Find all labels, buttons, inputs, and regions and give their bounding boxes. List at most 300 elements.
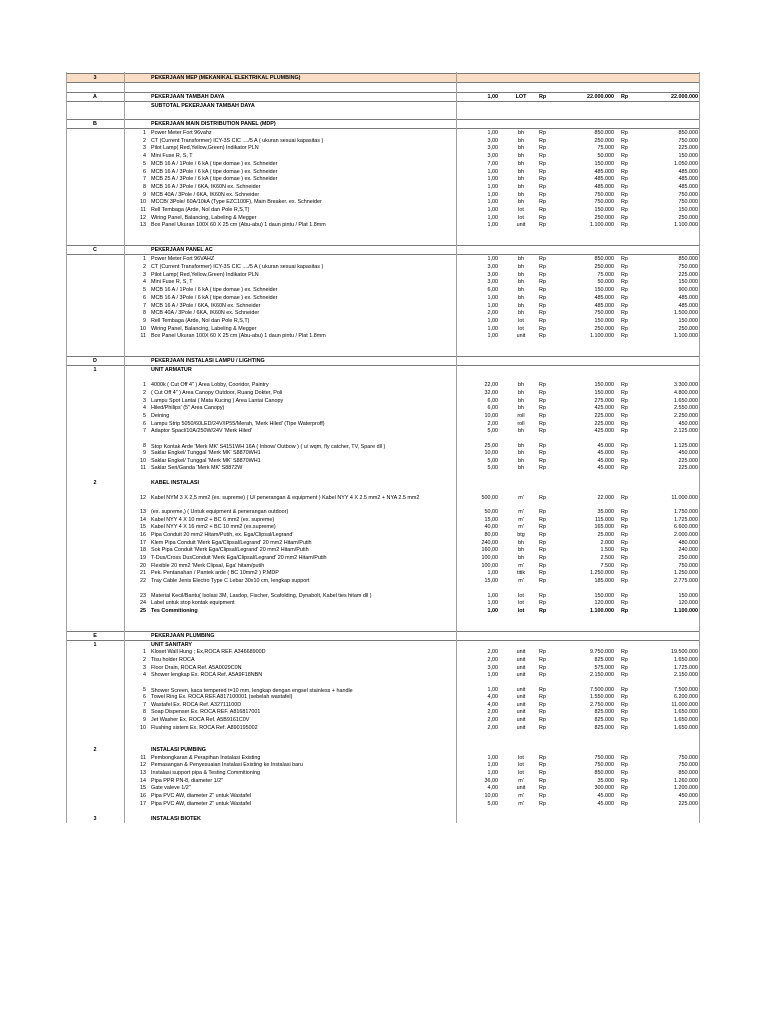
- item-total-price: 1.100.000: [674, 222, 698, 229]
- item-unit-price: 120.000: [594, 599, 614, 606]
- section-total: 22.000.000: [671, 94, 698, 101]
- item-description: Shower Screen, kaca tempered t=10 mm, lengkap dengan engsel stainless + handle: [151, 687, 353, 694]
- item-total-price: 7.500.000: [674, 687, 698, 693]
- table-row: [66, 413, 700, 421]
- item-total-price: 750.000: [678, 562, 698, 569]
- currency-label: Rp: [539, 153, 546, 160]
- currency-label: Rp: [539, 145, 546, 152]
- currency-label: Rp: [621, 592, 628, 599]
- currency-label: Rp: [621, 578, 628, 585]
- item-unit-price: 45.000: [597, 450, 614, 456]
- currency-label: Rp: [621, 532, 628, 538]
- item-description: MCB 16 A / 3Pole / 6KA, IK60N ex. Schneider: [151, 302, 261, 309]
- item-unit-price: 750.000: [594, 754, 614, 761]
- item-total-price: 1.725.000: [674, 516, 698, 523]
- currency-label: Rp: [621, 153, 628, 160]
- section-rp2: Rp: [621, 94, 629, 101]
- blank-row: [66, 111, 700, 118]
- item-description: Rell Tembaga (Arde, Nol dan Pole R,S,T): [151, 206, 250, 213]
- item-unit-price: 45.000: [597, 443, 614, 449]
- table-row: [66, 665, 700, 673]
- item-total-price: 2.250.000: [674, 412, 698, 419]
- section-price: 22.000.000: [587, 94, 614, 101]
- item-unit-price: 850.000: [594, 130, 614, 137]
- table-row: [66, 398, 700, 406]
- item-unit-price: 35.000: [597, 508, 614, 515]
- item-quantity: 1,00: [487, 222, 498, 229]
- item-number: 19: [140, 555, 146, 562]
- item-unit-price: 750.000: [594, 199, 614, 206]
- item-unit-price: 250.000: [594, 137, 614, 144]
- currency-label: Rp: [621, 130, 628, 137]
- item-number: 6: [143, 294, 146, 301]
- item-unit-price: 150.000: [594, 389, 614, 396]
- item-description: Hiled/Philips' (5" Area Canopy): [151, 405, 225, 412]
- currency-label: Rp: [621, 457, 628, 464]
- item-total-price: 1.750.000: [674, 508, 698, 515]
- currency-label: Rp: [539, 382, 546, 389]
- item-quantity: 3,00: [487, 664, 498, 671]
- item-total-price: 485.000: [678, 176, 698, 183]
- item-unit: bh: [518, 382, 524, 389]
- currency-label: Rp: [539, 777, 546, 784]
- item-description: Jet Washer Ex. ROCA Ref. A5B9161C0V: [151, 717, 250, 724]
- item-quantity: 5,00: [487, 428, 498, 435]
- item-unit-price: 825.000: [594, 709, 614, 716]
- subsection-row: [66, 747, 700, 755]
- item-quantity: 1,00: [487, 176, 498, 183]
- table-row: [66, 586, 700, 600]
- item-total-price: 2.125.000: [674, 428, 698, 435]
- item-description: Wiring Panel, Balancing, Labeling & Megger: [151, 325, 257, 332]
- item-unit-price: 425.000: [594, 405, 614, 412]
- item-total-price: 250.000: [678, 325, 698, 332]
- item-description: MCB 40A / 3Pole / 6KA, IK60N ex. Schneider: [151, 191, 260, 198]
- section-title: PEKERJAAN MEP (MEKANIKAL ELEKTRIKAL PLUMBING): [151, 75, 301, 81]
- item-total-price: 1.050.000: [674, 160, 698, 167]
- item-description: Wiring Panel, Balancing, Labeling & Megger: [151, 214, 257, 221]
- item-unit: unit: [516, 694, 526, 700]
- item-number: 4: [143, 405, 146, 412]
- blank-row: [66, 732, 700, 739]
- item-description: Deining: [151, 412, 170, 419]
- currency-label: Rp: [539, 412, 546, 419]
- item-quantity: 4,00: [487, 701, 498, 708]
- item-unit: roll: [517, 420, 525, 427]
- item-unit: bh: [518, 287, 524, 294]
- item-unit: bh: [518, 539, 524, 546]
- item-total-price: 4.800.000: [674, 389, 698, 396]
- currency-label: Rp: [621, 649, 628, 656]
- item-quantity: 3,00: [487, 264, 498, 271]
- section-title: UNIT ARMATUR: [151, 367, 192, 374]
- item-quantity: 500,00: [481, 494, 498, 501]
- item-unit-price: 45.000: [597, 792, 614, 799]
- item-unit: lot: [518, 317, 524, 324]
- item-unit-price: 7.500.000: [590, 687, 614, 693]
- item-quantity: 1,00: [487, 130, 498, 137]
- item-description: Mini Fuse R, S, T: [151, 153, 193, 160]
- item-quantity: 10,00: [484, 450, 498, 456]
- item-total-price: 1.125.000: [674, 443, 698, 449]
- item-total-price: 150.000: [678, 279, 698, 286]
- currency-label: Rp: [621, 199, 628, 206]
- item-quantity: 36,00: [484, 777, 498, 784]
- item-description: Kloset Wall Hung ; Ex,ROCA REF. A34668900D: [151, 649, 266, 656]
- currency-label: Rp: [539, 701, 546, 708]
- item-unit-price: 2.150.000: [590, 672, 614, 679]
- item-number: 3: [143, 397, 146, 404]
- item-unit: m': [518, 508, 524, 515]
- item-unit: bh: [518, 405, 524, 412]
- item-unit: bh: [518, 271, 524, 278]
- item-quantity: 6,00: [487, 287, 498, 294]
- item-quantity: 5,00: [487, 800, 498, 807]
- currency-label: Rp: [539, 264, 546, 271]
- item-unit-price: 75.000: [597, 271, 614, 278]
- section-title: PEKERJAAN INSTALASI LAMPU / LIGHTING: [151, 358, 265, 365]
- item-unit-price: 750.000: [594, 191, 614, 198]
- item-number: 11: [140, 465, 146, 472]
- item-total-price: 750.000: [678, 762, 698, 769]
- item-number: 7: [143, 176, 146, 183]
- currency-label: Rp: [539, 130, 546, 137]
- item-unit-price: 45.000: [597, 800, 614, 807]
- item-quantity: 1,00: [487, 672, 498, 679]
- item-quantity: 2,00: [487, 709, 498, 716]
- currency-label: Rp: [539, 137, 546, 144]
- item-quantity: 1,00: [487, 754, 498, 761]
- item-unit: m': [518, 562, 524, 569]
- item-quantity: 1,00: [487, 214, 498, 221]
- item-description: Tes Commitioning: [151, 607, 198, 614]
- item-quantity: 1,00: [487, 199, 498, 206]
- item-total-price: 850.000: [678, 130, 698, 137]
- currency-label: Rp: [539, 420, 546, 427]
- item-number: 11: [140, 206, 146, 213]
- currency-label: Rp: [621, 382, 628, 389]
- item-quantity: 4,00: [487, 694, 498, 700]
- section-code: D: [93, 358, 97, 365]
- item-unit: bh: [518, 183, 524, 190]
- currency-label: Rp: [539, 317, 546, 324]
- table-row: [66, 436, 700, 450]
- currency-label: Rp: [539, 547, 546, 554]
- item-quantity: 40,00: [484, 524, 498, 531]
- item-quantity: 1,00: [487, 302, 498, 309]
- item-total-price: 900.000: [678, 287, 698, 294]
- table-row: [66, 801, 700, 809]
- currency-label: Rp: [539, 183, 546, 190]
- item-number: 6: [143, 420, 146, 427]
- item-quantity: 4,00: [487, 785, 498, 792]
- item-quantity: 1,00: [487, 294, 498, 301]
- item-total-price: 450.000: [678, 420, 698, 427]
- currency-label: Rp: [539, 607, 547, 614]
- item-description: Klem Pipa Conduit 'Merk Ega/Clipsal/Legrand' 20 mm2 Hitam/Putih: [151, 539, 312, 546]
- item-number: 9: [143, 317, 146, 324]
- item-description: Floor Drain, ROCA Ref. A5A0029C0N: [151, 664, 242, 671]
- item-unit-price: 150.000: [594, 206, 614, 213]
- table-row: [66, 176, 700, 184]
- item-number: 24: [140, 599, 146, 606]
- item-description: Label untuk stop kontak equipment: [151, 599, 235, 606]
- item-description: Pek. Pentanahan / Pantek arde ( BC 10mm2 ) P.MDP: [151, 570, 279, 577]
- item-total-price: 750.000: [678, 191, 698, 198]
- currency-label: Rp: [621, 145, 628, 152]
- item-total-price: 3.300.000: [674, 382, 698, 389]
- item-description: Tray Cable Jenis Electro Type C Lebar 30x10 cm, lengkap support: [151, 578, 310, 585]
- item-unit-price: 1.500: [600, 547, 614, 554]
- item-number: 17: [140, 539, 146, 546]
- item-number: 18: [140, 547, 146, 554]
- blank-row: [66, 473, 700, 480]
- table-row: [66, 287, 700, 295]
- currency-label: Rp: [539, 443, 546, 449]
- item-total-price: 250.000: [678, 214, 698, 221]
- currency-label: Rp: [621, 264, 628, 271]
- item-total-price: 450.000: [678, 792, 698, 799]
- item-unit: lot: [518, 754, 524, 761]
- item-unit: bh: [518, 450, 524, 456]
- item-number: 10: [140, 457, 146, 464]
- subsection-row: [66, 367, 700, 375]
- item-quantity: 50,00: [484, 508, 498, 515]
- currency-label: Rp: [539, 405, 546, 412]
- item-quantity: 1,00: [487, 168, 498, 175]
- item-total-price: 2.150.000: [674, 672, 698, 679]
- item-number: 11: [140, 333, 146, 340]
- currency-label: Rp: [539, 694, 546, 700]
- item-number: 2: [143, 389, 146, 396]
- item-description: Pilot Lamp( Red,Yellow,Green) Indikator PLN: [151, 271, 259, 278]
- item-description: MCCB/ 3Pole/ 60A/10kA (Type EZC100F), Main Breaker. ex. Schneider: [151, 199, 322, 206]
- section-code: B: [93, 121, 97, 128]
- item-unit: lot: [518, 206, 524, 213]
- currency-label: Rp: [539, 508, 546, 515]
- section-title: KABEL INSTALASI: [151, 480, 200, 487]
- item-unit: bh: [518, 264, 524, 271]
- table-row: [66, 547, 700, 555]
- item-total-price: 1.250.000: [674, 570, 698, 577]
- item-quantity: 10,00: [484, 792, 498, 799]
- table-row: [66, 130, 700, 138]
- currency-label: Rp: [539, 199, 546, 206]
- item-unit-price: 750.000: [594, 762, 614, 769]
- item-quantity: 25,00: [484, 443, 498, 449]
- item-number: 2: [143, 264, 146, 271]
- item-quantity: 1,00: [487, 570, 498, 577]
- item-unit-price: 485.000: [594, 294, 614, 301]
- section-title: PEKERJAAN PANEL AC: [151, 247, 213, 254]
- currency-label: Rp: [621, 672, 628, 679]
- item-quantity: 2,00: [487, 656, 498, 663]
- item-number: 4: [143, 153, 146, 160]
- currency-label: Rp: [621, 508, 628, 515]
- item-unit: m': [518, 800, 524, 807]
- item-description: Towel Ring Ex. ROCA REF.A817100001 (sebelah wastafel): [151, 694, 293, 700]
- currency-label: Rp: [539, 687, 546, 693]
- item-number: 2: [143, 656, 146, 663]
- currency-label: Rp: [539, 256, 546, 263]
- item-unit: titik: [516, 570, 526, 577]
- item-description: Wastafel Ex. ROCA Ref. A32711100D: [151, 701, 242, 708]
- item-unit: unit: [516, 717, 526, 724]
- item-total-price: 225.000: [678, 145, 698, 152]
- table-row: [66, 295, 700, 303]
- item-quantity: 32,00: [484, 389, 498, 396]
- table-row: [66, 694, 700, 702]
- currency-label: Rp: [621, 333, 628, 340]
- item-description: (ex. supreme,) ( Untuk equipment & penerangan outdoor): [151, 508, 289, 515]
- currency-label: Rp: [621, 256, 628, 263]
- item-number: 1: [143, 256, 146, 263]
- blank-row: [66, 622, 700, 629]
- item-number: 6: [143, 168, 146, 175]
- item-quantity: 2,00: [487, 310, 498, 317]
- currency-label: Rp: [621, 555, 628, 562]
- section-title: PEKERJAAN TAMBAH DAYA: [151, 94, 225, 101]
- item-unit: bh: [518, 145, 524, 152]
- item-quantity: 100,00: [481, 555, 498, 562]
- currency-label: Rp: [621, 443, 628, 449]
- item-unit-price: 2.750.000: [590, 701, 614, 708]
- currency-label: Rp: [621, 397, 628, 404]
- item-unit-price: 150.000: [594, 592, 614, 599]
- item-number: 5: [143, 160, 146, 167]
- item-total-price: 250.000: [678, 555, 698, 562]
- item-quantity: 1,00: [487, 317, 498, 324]
- item-total-price: 1.725.000: [674, 664, 698, 671]
- item-unit-price: 1.250.000: [590, 570, 614, 577]
- table-row: [66, 318, 700, 326]
- currency-label: Rp: [539, 562, 546, 569]
- item-unit: unit: [516, 649, 526, 656]
- item-total-price: 2.775.000: [674, 578, 698, 585]
- section-header-row: [66, 631, 700, 641]
- item-unit: m': [518, 494, 524, 501]
- item-description: Shower lengkap Ex. ROCA Ref. A5A9F18NBN: [151, 672, 263, 679]
- item-number: 16: [140, 792, 146, 799]
- currency-label: Rp: [539, 717, 546, 724]
- item-total-price: 150.000: [678, 153, 698, 160]
- currency-label: Rp: [621, 168, 628, 175]
- item-number: 7: [143, 302, 146, 309]
- item-total-price: 225.000: [678, 271, 698, 278]
- table-row: [66, 608, 700, 616]
- item-total-price: 225.000: [678, 800, 698, 807]
- currency-label: Rp: [539, 287, 546, 294]
- currency-label: Rp: [539, 222, 546, 229]
- table-row: [66, 272, 700, 280]
- blank-row: [66, 230, 700, 237]
- item-total-price: 750.000: [678, 754, 698, 761]
- table-row: [66, 600, 700, 608]
- item-description: CT (Current Transformer) ICY-3S CIC ..../5 A ( ukuran sesuai kapasitas ): [151, 137, 324, 144]
- table-row: [66, 524, 700, 532]
- item-unit: m': [518, 516, 524, 523]
- item-unit: unit: [516, 656, 526, 663]
- item-description: ( Cut Off 4" ) Area Canopy Outdoor, Ruang Dokter, Poli: [151, 389, 283, 396]
- item-total-price: 150.000: [678, 592, 698, 599]
- item-description: Mini Fuse R, S, T: [151, 279, 193, 286]
- item-unit: unit: [516, 709, 526, 716]
- item-total-price: 1.650.000: [674, 724, 698, 731]
- currency-label: Rp: [539, 724, 546, 731]
- currency-label: Rp: [621, 317, 628, 324]
- item-unit-price: 850.000: [594, 256, 614, 263]
- item-unit: m': [518, 777, 524, 784]
- item-quantity: 1,00: [487, 256, 498, 263]
- item-total-price: 850.000: [678, 256, 698, 263]
- item-number: 15: [140, 524, 146, 531]
- item-unit-price: 300.000: [594, 785, 614, 792]
- currency-label: Rp: [621, 137, 628, 144]
- item-total-price: 2.000.000: [674, 532, 698, 538]
- item-unit: bh: [518, 130, 524, 137]
- table-row: [66, 382, 700, 390]
- item-unit-price: 1.100.000: [590, 222, 614, 229]
- item-number: 8: [143, 443, 146, 449]
- item-description: MCB 40A / 3Pole / 6KA, IK60N ex. Schneider: [151, 310, 260, 317]
- section-code: A: [93, 94, 97, 101]
- item-total-price: 240.000: [678, 547, 698, 554]
- item-total-price: 1.650.000: [674, 717, 698, 724]
- item-total-price: 150.000: [678, 317, 698, 324]
- item-description: Power Meter Fort 96VAHZ: [151, 256, 215, 263]
- item-unit-price: 485.000: [594, 302, 614, 309]
- item-unit: lot: [518, 762, 524, 769]
- item-quantity: 2,00: [487, 717, 498, 724]
- currency-label: Rp: [539, 762, 546, 769]
- item-description: Lampu Spot Lantai ( Mata Kucing ) Area Lantai Canopy: [151, 397, 284, 404]
- item-quantity: 3,00: [487, 145, 498, 152]
- item-total-price: 850.000: [678, 769, 698, 776]
- item-number: 12: [140, 762, 146, 769]
- table-row: [66, 428, 700, 436]
- currency-label: Rp: [539, 389, 546, 396]
- blank-row: [66, 808, 700, 815]
- item-description: Pilot Lamp( Red,Yellow,Green) Indikator PLN: [151, 145, 259, 152]
- item-number: 12: [140, 214, 146, 221]
- section-unit: LOT: [515, 94, 527, 101]
- item-total-price: 225.000: [678, 465, 698, 472]
- currency-label: Rp: [621, 183, 628, 190]
- item-quantity: 1,00: [487, 325, 498, 332]
- table-row: [66, 672, 700, 680]
- currency-label: Rp: [621, 785, 628, 792]
- item-total-price: 1.100.000: [674, 333, 698, 340]
- blank-row: [66, 348, 700, 355]
- item-quantity: 22,00: [484, 382, 498, 389]
- item-number: 3: [143, 271, 146, 278]
- item-unit: lot: [518, 592, 524, 599]
- currency-label: Rp: [539, 592, 546, 599]
- currency-label: Rp: [621, 769, 628, 776]
- item-total-price: 1.100.000: [674, 607, 698, 614]
- item-description: Pipa PPR PN-8, diameter 1/2": [151, 777, 224, 784]
- currency-label: Rp: [621, 279, 628, 286]
- currency-label: Rp: [621, 287, 628, 294]
- item-description: Lampu Strip 5050/60LED/24V/IP55/Merah, 'Merk Hiled' (Tipe Waterproff): [151, 420, 325, 427]
- currency-label: Rp: [539, 271, 546, 278]
- section-code: 2: [93, 480, 97, 487]
- item-description: Pipa PVC AW, diameter 2" untuk Wastafel: [151, 792, 252, 799]
- item-total-price: 750.000: [678, 137, 698, 144]
- item-quantity: 5,00: [487, 465, 498, 472]
- item-unit: lot: [517, 607, 525, 614]
- currency-label: Rp: [539, 457, 546, 464]
